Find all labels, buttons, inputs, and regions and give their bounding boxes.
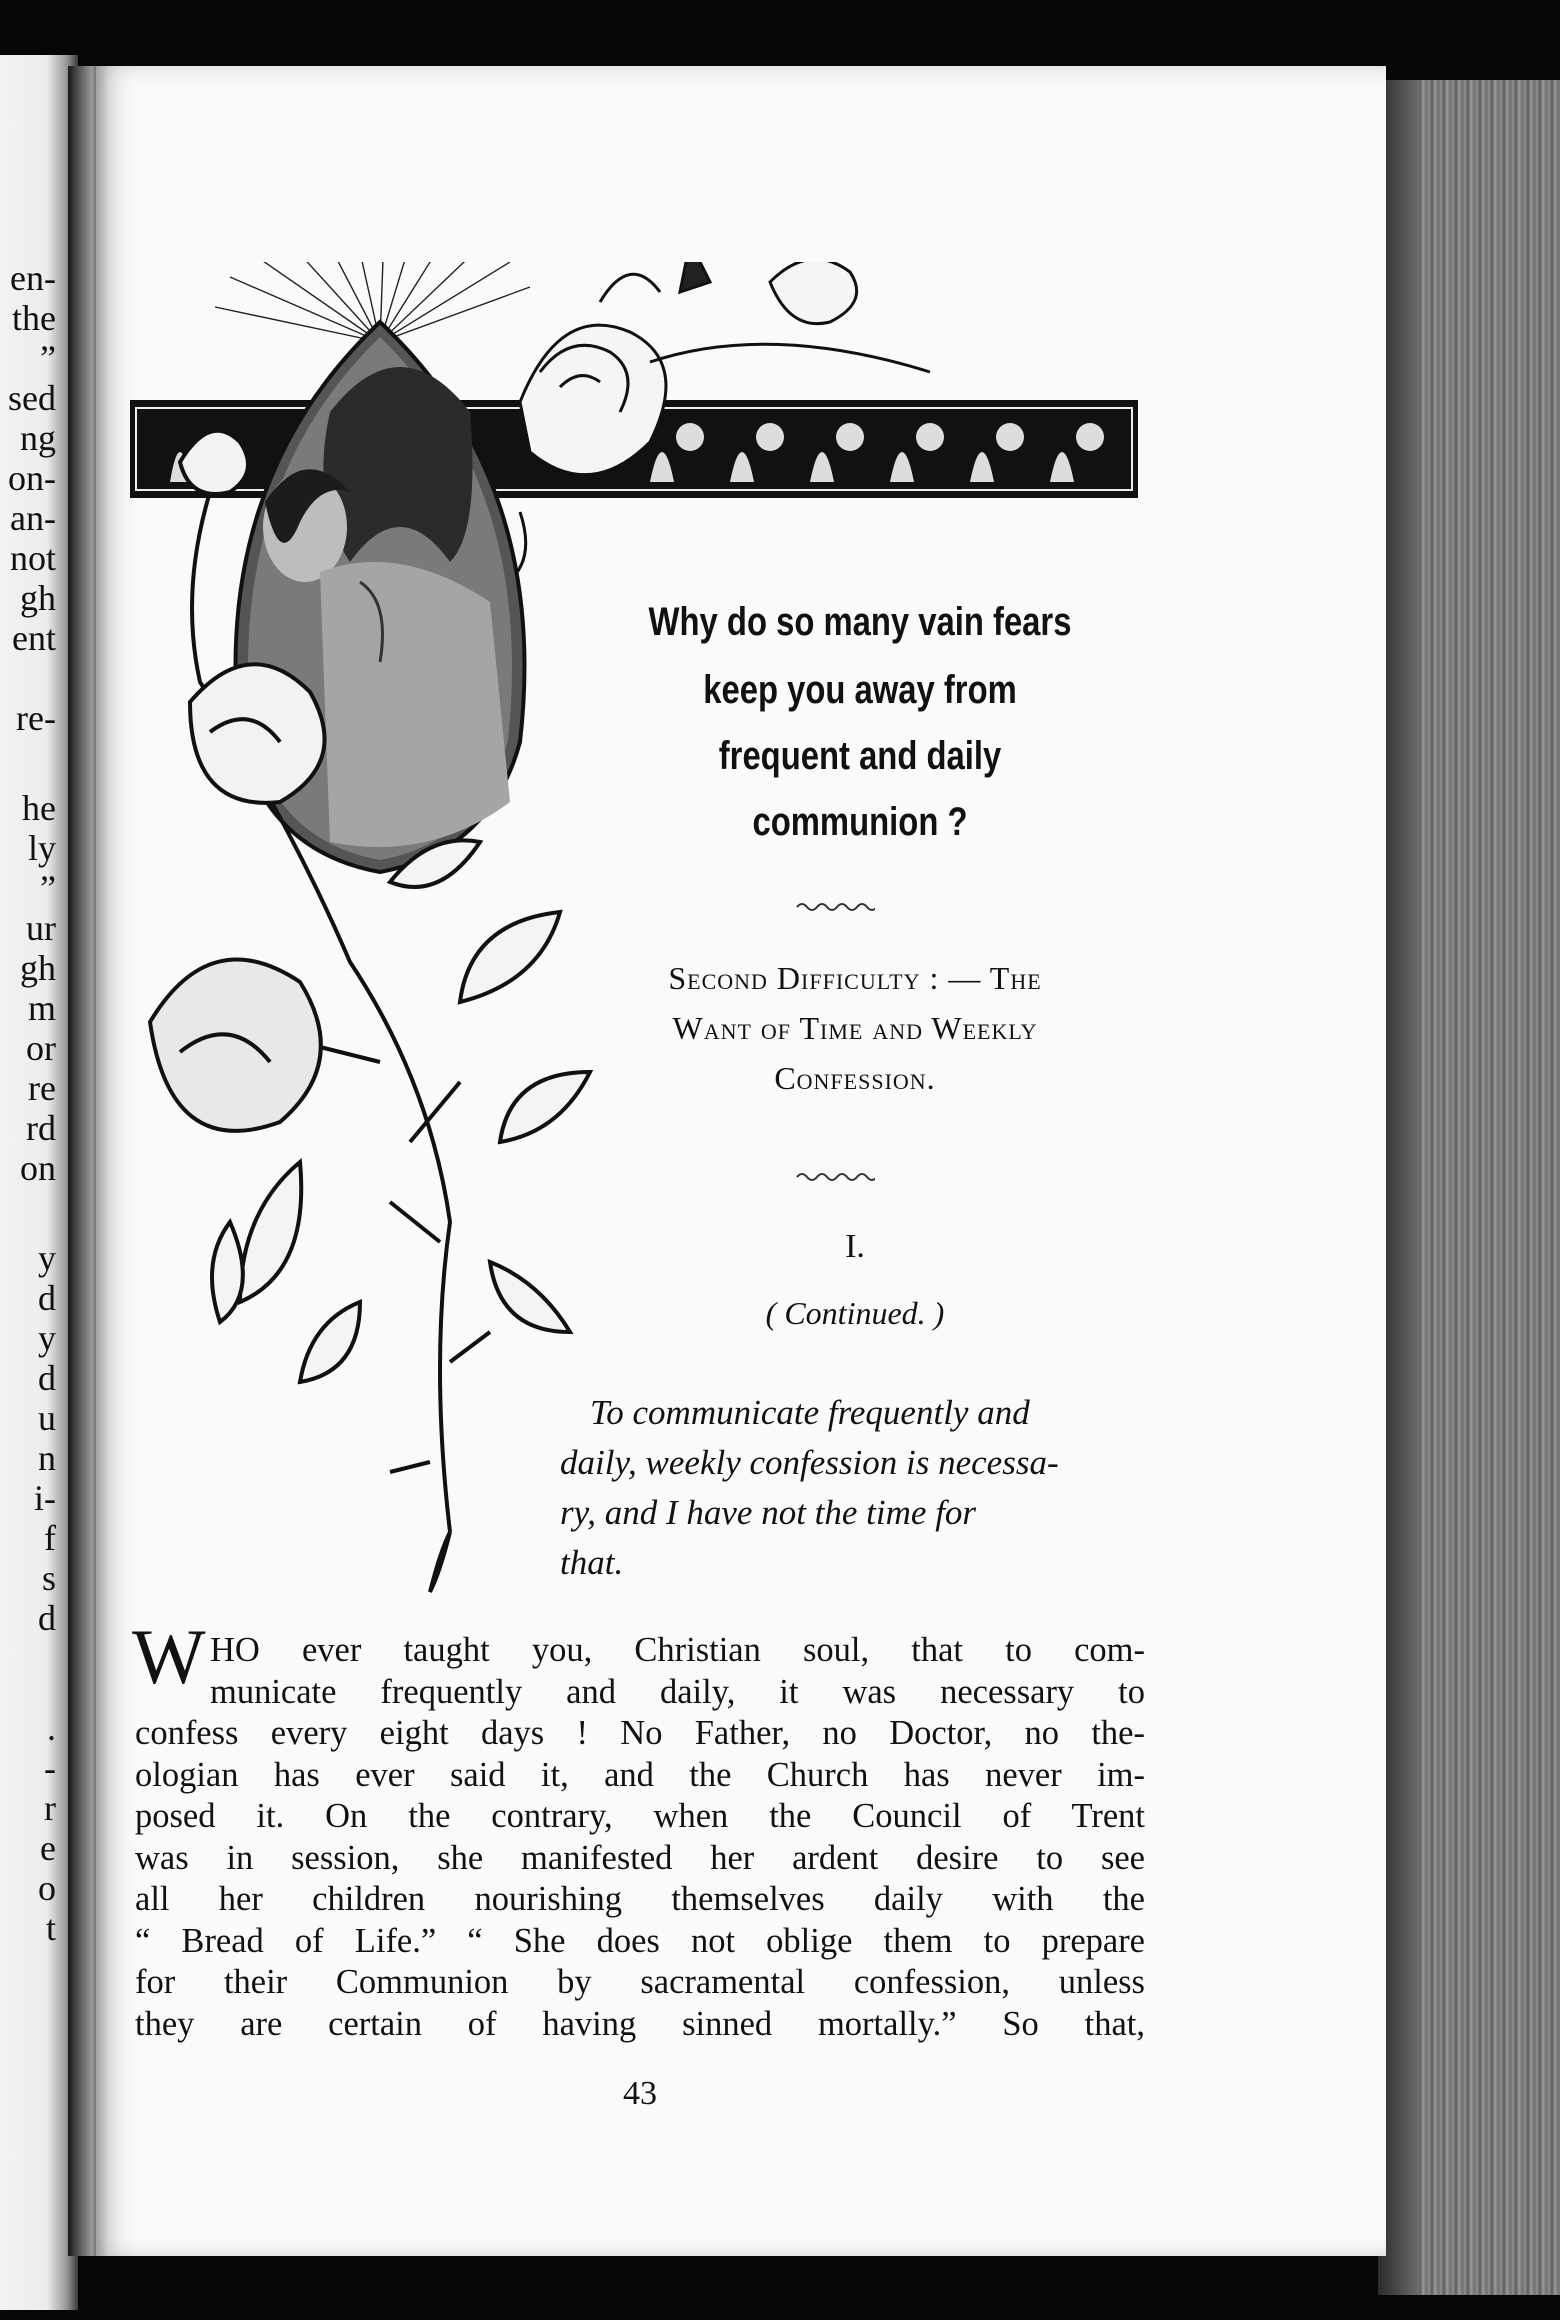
left-page-text-fragment: ur	[26, 908, 56, 948]
body-line: confess every eight days ! No Father, no Doctor, no the-	[135, 1714, 1145, 1752]
heading-line: communion ?	[752, 800, 968, 844]
left-page-text-fragment: or	[26, 1028, 56, 1068]
left-page-text-fragment: i-	[34, 1478, 56, 1518]
left-facing-page	[0, 55, 78, 2310]
left-page-text-fragment: re-	[16, 698, 56, 738]
left-page-text-fragment: en-	[10, 258, 56, 298]
left-page-text-fragment: the	[12, 298, 56, 338]
left-page-text-fragment: -	[44, 1748, 56, 1788]
left-page-text-fragment: ”	[40, 338, 56, 378]
question-line: ry, and I have not the time for	[560, 1493, 977, 1532]
question-line: To communicate frequently and	[590, 1393, 1030, 1432]
page-gutter-shadow	[68, 66, 108, 2256]
left-page-text-fragment: d	[38, 1278, 56, 1318]
left-page-text-fragment: on	[20, 1148, 56, 1188]
continued-label: ( Continued. )	[765, 1295, 945, 1331]
body-line: “ Bread of Life.” “ She does not oblige them to prepare	[135, 1921, 1145, 1960]
body-line: all her children nourishing themselves daily with the	[135, 1880, 1145, 1918]
body-line: was in session, she manifested her ardent desire to see	[135, 1838, 1145, 1877]
difficulty-question	[560, 1388, 1145, 1588]
left-page-text-fragment: he	[22, 788, 56, 828]
body-line: for their Communion by sacramental confession, unless	[135, 1963, 1145, 2001]
left-page-text-fragment: .	[47, 1708, 56, 1748]
chapter-heading	[614, 600, 1106, 860]
left-page-text-fragment: sed	[8, 378, 56, 418]
drop-cap: W	[132, 1613, 206, 1700]
body-line: HO ever taught you, Christian soul, that to com-	[210, 1631, 1145, 1669]
left-page-text-fragment: ”	[40, 868, 56, 908]
left-page-text-fragment: f	[44, 1518, 56, 1558]
left-page-text-fragment: o	[38, 1868, 56, 1908]
left-page-text-fragment: d	[38, 1598, 56, 1638]
left-page-text-fragment: s	[41, 1558, 56, 1598]
left-page-text-fragment: e	[40, 1828, 56, 1868]
subheading-line: Want of Time and Weekly	[672, 1010, 1038, 1046]
body-paragraph	[135, 1630, 1145, 2045]
subheading-line: Confession.	[774, 1060, 936, 1096]
left-page-text-fragment: ng	[20, 418, 56, 458]
difficulty-subheading	[555, 960, 1155, 1110]
body-line: they are certain of having sinned mortally.” So that,	[135, 2004, 1145, 2043]
body-line: municate frequently and daily, it was necessary to	[210, 1672, 1145, 1711]
left-page-text-fragment: not	[9, 538, 56, 578]
left-page-text-fragment: ent	[12, 618, 56, 658]
left-page-text-fragment: m	[27, 988, 56, 1028]
body-line: posed it. On the contrary, when the Council of Trent	[135, 1797, 1145, 1835]
left-page-text-fragment: on-	[8, 458, 56, 498]
left-page-text-fragment: re	[28, 1068, 56, 1108]
heading-line: frequent and daily	[718, 734, 1002, 778]
left-page-text-fragment: gh	[20, 948, 56, 988]
left-page-text-fragment: t	[45, 1908, 56, 1948]
page-number: 43	[623, 2075, 657, 2112]
left-page-text-fragment: y	[38, 1238, 56, 1278]
left-page-text-fragment: d	[38, 1358, 56, 1398]
heading-line: Why do so many vain fears	[648, 600, 1072, 644]
question-line: that.	[560, 1543, 624, 1582]
question-line: daily, weekly confession is necessa-	[560, 1443, 1059, 1482]
book-page-edges	[1378, 80, 1560, 2295]
left-page-text-fragment: r	[44, 1788, 56, 1828]
left-page-text-fragment: ly	[27, 828, 56, 868]
body-line: ologian has ever said it, and the Church has never im-	[135, 1755, 1145, 1794]
left-page-text-fragment: n	[38, 1438, 56, 1478]
left-page-text-fragment: rd	[26, 1108, 56, 1148]
left-page-text-fragment: gh	[20, 578, 56, 618]
heading-line: keep you away from	[703, 668, 1017, 712]
squiggle-divider-icon	[795, 900, 875, 914]
subheading-line: Second Difficulty : — The	[668, 960, 1042, 996]
section-number: I.	[845, 1228, 865, 1265]
left-page-text-fragment: u	[38, 1398, 56, 1438]
squiggle-divider-icon	[795, 1170, 875, 1184]
left-page-text-fragment: y	[38, 1318, 56, 1358]
left-page-text-fragment: an-	[10, 498, 56, 538]
